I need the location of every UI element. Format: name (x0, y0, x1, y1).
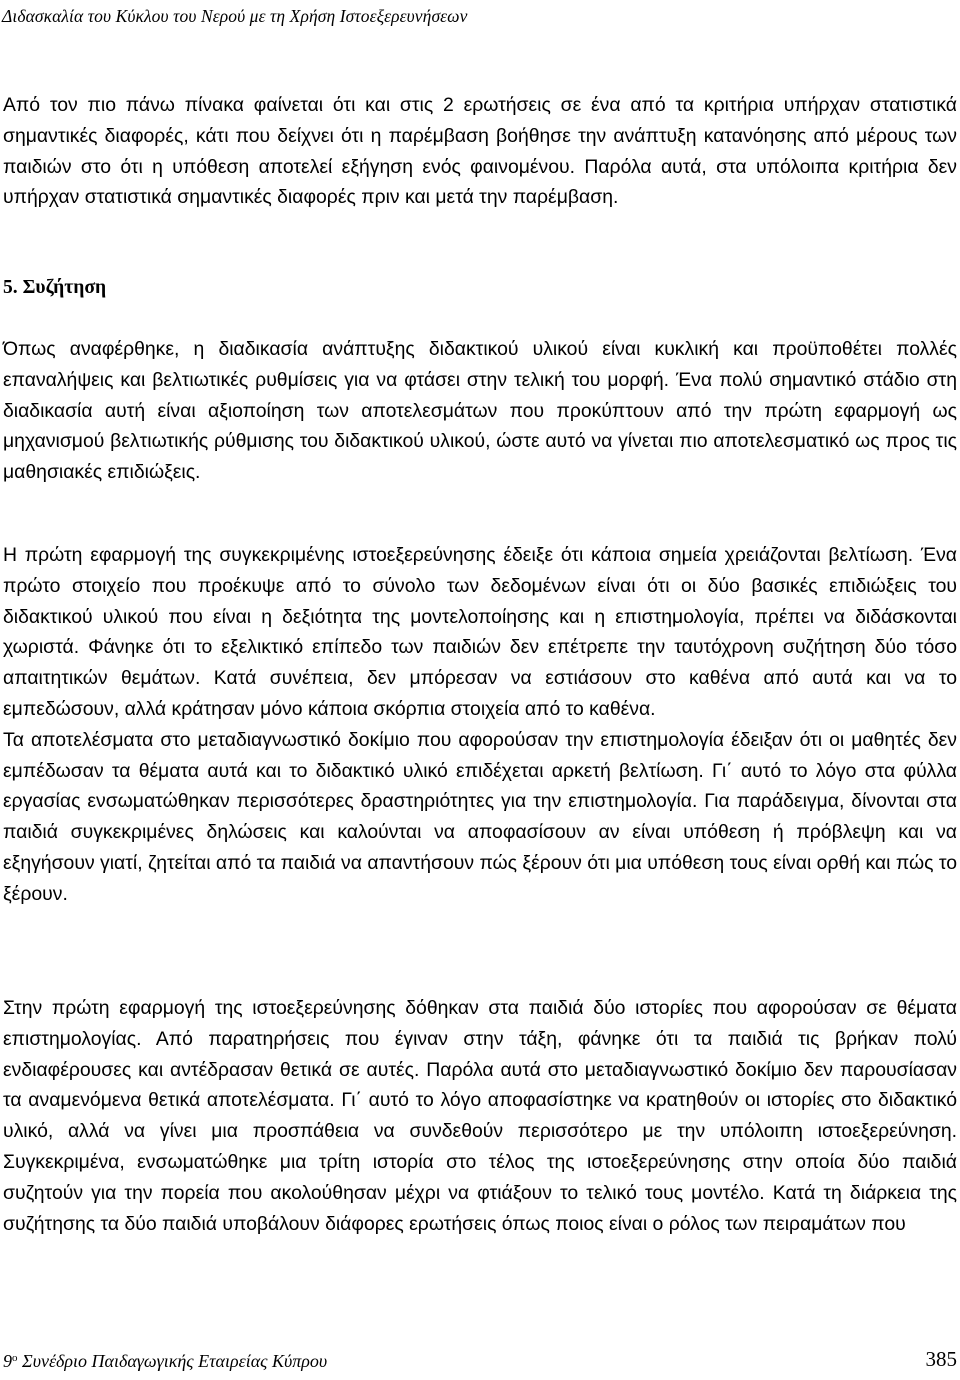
paragraph: Στην πρώτη εφαρμογή της ιστοεξερεύνησης δόθηκαν στα παιδιά δύο ιστορίες που αφορούσαν σε θέματα επιστημολογίας. Από παρατηρήσεις που έγιναν στην τάξη, φάνηκε ότι τα παιδιά τις βρήκαν πολύ ενδιαφέρουσες και αντέδρασαν θετικά σε αυτές. Παρόλα αυτά στο μεταδιαγνωστικό δοκίμιο δεν παρουσίασαν τα αναμενόμενα θετικά αποτελέσματα. Γι΄ αυτό το λόγο αποφασίστηκε να κρατηθούν οι ιστορίες στο διδακτικό υλικό, αλλά να γίνει μια προσπάθεια να συνδεθούν περισσότερο με την υπόλοιπη ιστοεξερεύνηση. Συγκεκριμένα, ενσωματώθηκε μια τρίτη ιστορία στο τέλος της ιστοεξερεύνησης στην οποία δύο παιδιά συζητούν για την πορεία που ακολούθησαν μέχρι να φτιάξουν το τελικό τους μοντέλο. Κατά τη διάρκεια της συζήτησης τα δύο παιδιά υποβάλουν διάφορες ερωτήσεις όπως ποιος είναι ο ρόλος των πειραμάτων που (3, 997, 957, 1235)
edition-suffix: ο (12, 1352, 18, 1364)
conference-name: Συνέδριο Παιδαγωγικής Εταιρείας Κύπρου (17, 1351, 328, 1371)
edition-number: 9 (3, 1351, 12, 1371)
paragraph: Η πρώτη εφαρμογή της συγκεκριμένης ιστοεξερεύνησης έδειξε ότι κάποια σημεία χρειάζονται βελτίωση. Ένα πρώτο στοιχείο που προέκυψε από το σύνολο των δεδομένων είναι ότι οι δύο βασικές επιδιώξεις του διδακτικού υλικού που είναι η δεξιότητα της μοντελοποίησης και η επιστημολογία, πρέπει να διδάσκονται χωριστά. Φάνηκε ότι το εξελικτικό επίπεδο των παιδιών δεν επέτρεπε την ταυτόχρονη συζήτηση δύο τόσο απαιτητικών θεμάτων. Κατά συνέπεια, δεν μπόρεσαν να εστιάσουν στο καθένα από αυτά και να το εμπεδώσουν, αλλά κράτησαν μόνο κάποια σκόρπια στοιχεία από το καθένα. (3, 544, 957, 720)
results-paragraph (3, 90, 957, 213)
discussion-body (3, 540, 957, 910)
section-heading: 5. Συζήτηση (3, 277, 107, 298)
paragraph: Όπως αναφέρθηκε, η διαδικασία ανάπτυξης διδακτικού υλικού είναι κυκλική και προϋποθέτει πολλές επαναλήψεις και βελτιωτικές ρυθμίσεις για να φτάσει στην τελική του μορφή. Ένα πολύ σημαντικό στάδιο στη διαδικασία αυτή είναι αξιοποίηση των αποτελεσμάτων που προκύπτουν από την πρώτη εφαρμογή ως μηχανισμού βελτιωτικής ρύθμισης του διδακτικού υλικού, ώστε αυτό να γίνεται πιο αποτελεσματικό ως προς τις μαθησιακές επιδιώξεις. (3, 338, 957, 484)
page-number: 385 (925, 1347, 957, 1371)
discussion-intro (3, 334, 957, 488)
paragraph: Τα αποτελέσματα στο μεταδιαγνωστικό δοκίμιο που αφορούσαν την επιστημολογία έδειξαν ότι οι μαθητές δεν εμπέδωσαν τα θέματα αυτά και το διδακτικό υλικό επιδέχεται αρκετή βελτίωση. Γι΄ αυτό το λόγο στα φύλλα εργασίας ενσωματώθηκαν περισσότερες δραστηριότητες για την επιστημολογία. Για παράδειγμα, δίνονται στα παιδιά συγκεκριμένες δηλώσεις και καλούνται να αποφασίσουν αν είναι υπόθεση ή πρόβλεψη και να εξηγήσουν γιατί, ζητείται από τα παιδιά να απαντήσουν πώς ξέρουν ότι μια υπόθεση τους είναι ορθή και πώς το ξέρουν. (3, 728, 957, 905)
conference-title (3, 1351, 327, 1372)
discussion-stories (3, 993, 957, 1239)
running-header: Διδασκαλία του Κύκλου του Νερού με τη Χρήση Ιστοεξερευνήσεων (2, 6, 468, 26)
running-footer (3, 1344, 957, 1372)
paragraph: Από τον πιο πάνω πίνακα φαίνεται ότι και στις 2 ερωτήσεις σε ένα από τα κριτήρια υπήρχαν στατιστικά σημαντικές διαφορές, κάτι που δείχνει ότι η παρέμβαση βοήθησε την ανάπτυξη κατανόησης από μέρους των παιδιών στο ότι η υπόθεση αποτελεί εξήγηση ενός φαινομένου. Παρόλα αυτά, στα υπόλοιπα κριτήρια δεν υπήρχαν στατιστικά σημαντικές διαφορές πριν και μετά την παρέμβαση. (3, 94, 957, 209)
